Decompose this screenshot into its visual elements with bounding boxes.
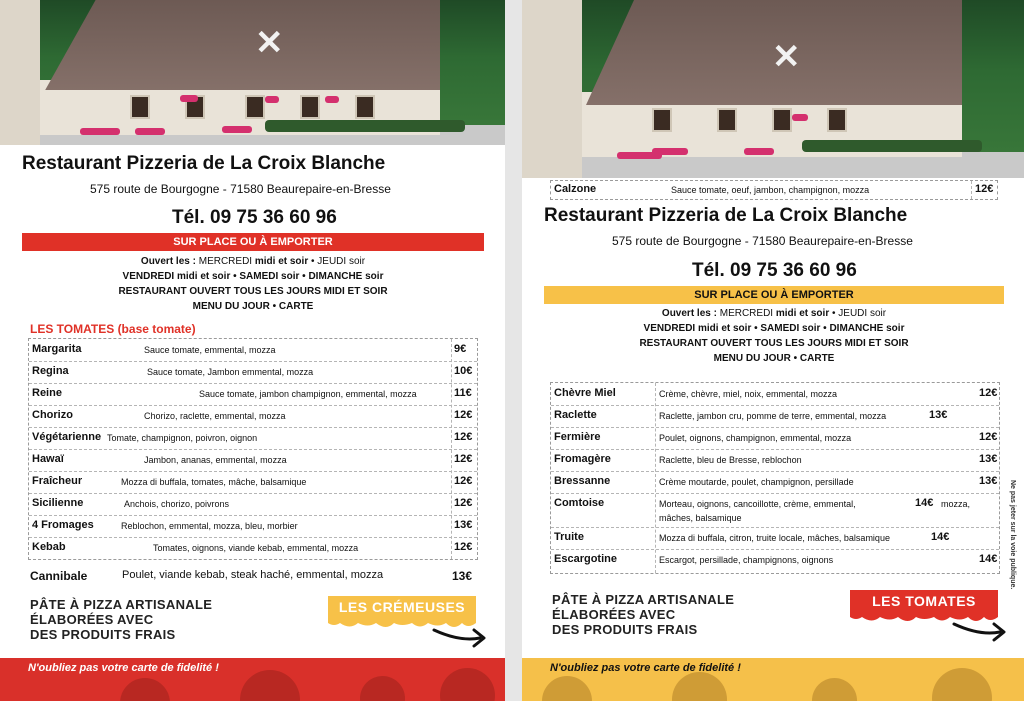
menu-item-name: Bressanne (554, 475, 611, 487)
window (772, 108, 792, 132)
menu-item-price: 10€ (454, 365, 473, 377)
opening-hours (22, 254, 484, 314)
menu-item-name: Hawaï (32, 453, 64, 465)
loyalty-card-note: N'oubliez pas votre carte de fidelité ! (550, 662, 741, 674)
menu-item-price: 12€ (454, 409, 473, 421)
menu-row (29, 515, 477, 538)
food-illustration (932, 668, 992, 701)
menu-row (551, 493, 999, 528)
food-illustration (440, 668, 495, 701)
restaurant-title: Restaurant Pizzeria de La Croix Blanche (544, 205, 908, 226)
menu-item-desc: Crème, chèvre, miel, noix, emmental, mozza (659, 389, 838, 399)
menu-row (29, 427, 477, 450)
flower-box (652, 148, 688, 155)
menu-item-name: Végétarienne (32, 431, 102, 443)
hedge (265, 120, 465, 132)
restaurant-photo (0, 0, 505, 145)
hours-line-3: RESTAURANT OUVERT TOUS LES JOURS MIDI ET SOIR (639, 338, 909, 349)
menu-item-price: 13€ (454, 519, 473, 531)
menu-row (29, 339, 477, 362)
window (717, 108, 737, 132)
menu-item-desc: Raclette, bleu de Bresse, reblochon (659, 455, 802, 465)
food-illustration (360, 676, 405, 701)
menu-item-name: Truite (554, 531, 584, 543)
menu-item-name: Fromagère (554, 453, 611, 465)
menu-item-price: 12€ (454, 475, 473, 487)
menu-item-price: 14€ (979, 553, 998, 565)
menu-item-name: Cannibale (30, 569, 88, 583)
menu-item-price: 12€ (454, 497, 473, 509)
menu-item-name: Reine (32, 387, 62, 399)
menu-item-name: 4 Fromages (32, 519, 94, 531)
menu-row (551, 527, 999, 550)
menu-item-price: 12€ (454, 453, 473, 465)
building-roof (562, 0, 962, 105)
menu-item-price: 13€ (929, 409, 948, 421)
flower-box (792, 114, 808, 121)
menu-item-name: Margarita (32, 343, 82, 355)
menu-item-desc: Raclette, jambon cru, pomme de terre, emmental, mozza (659, 411, 887, 421)
menu-item-price: 13€ (452, 569, 473, 583)
hours-line-4: MENU DU JOUR • CARTE (192, 301, 314, 312)
flower-box (135, 128, 165, 135)
menu-item-price: 11€ (454, 387, 472, 399)
building-roof (20, 0, 440, 90)
white-cross-icon: ✕ (255, 24, 284, 62)
hours-line-1: Ouvert les : MERCREDI midi et soir • JEUDI soir (140, 256, 366, 267)
takeaway-band: SUR PLACE OU À EMPORTER (22, 233, 484, 251)
menu-item-price: 9€ (454, 343, 467, 355)
hours-line-1: Ouvert les : MERCREDI midi et soir • JEUDI soir (661, 308, 887, 319)
pizza-menu-table (28, 338, 478, 560)
menu-item-price: 13€ (979, 453, 998, 465)
menu-item-name: Sicilienne (32, 497, 84, 509)
window (827, 108, 847, 132)
menu-row (551, 405, 999, 428)
takeaway-band: SUR PLACE OU À EMPORTER (544, 286, 1004, 304)
badge-cremeuses: LES CRÉMEUSES (328, 596, 476, 620)
menu-item-desc: Sauce tomate, Jambon emmental, mozza (147, 367, 314, 377)
menu-item-name: Fraîcheur (32, 475, 83, 487)
menu-row (29, 405, 477, 428)
menu-item-desc: Poulet, oignons, champignon, emmental, mozza (659, 433, 852, 443)
loyalty-card-note: N'oubliez pas votre carte de fidelité ! (28, 662, 219, 674)
menu-item-desc: Sauce tomate, emmental, mozza (144, 345, 276, 355)
window (130, 95, 150, 119)
menu-item-desc: Mozza di buffala, tomates, mâche, balsamique (121, 477, 307, 487)
hours-line-3: RESTAURANT OUVERT TOUS LES JOURS MIDI ET SOIR (118, 286, 388, 297)
menu-row (551, 549, 999, 571)
hours-line-2: VENDREDI midi et soir • SAMEDI soir • DIMANCHE soir (122, 271, 384, 282)
arrow-icon (430, 622, 490, 652)
menu-item-desc: Sauce tomate, oeuf, jambon, champignon, mozza (671, 185, 870, 195)
flower-box (222, 126, 252, 133)
phone-number: Tél. 09 75 36 60 96 (692, 260, 857, 281)
menu-item-desc: Crème moutarde, poulet, champignon, persillade (659, 477, 854, 487)
menu-item-desc: Sauce tomate, jambon champignon, emmental, mozza (199, 389, 417, 399)
menu-item-desc: Jambon, ananas, emmental, mozza (144, 455, 287, 465)
menu-row (29, 361, 477, 384)
menu-item-price: 12€ (975, 183, 994, 195)
menu-row (29, 449, 477, 472)
menu-row (29, 493, 477, 516)
menu-item-price: 12€ (454, 541, 473, 553)
menu-row (551, 471, 999, 494)
menu-item-desc: Escargot, persillade, champignons, oignons (659, 555, 834, 565)
phone-number: Tél. 09 75 36 60 96 (172, 207, 337, 228)
menu-item-calzone (550, 180, 998, 200)
footer-band (522, 658, 1024, 701)
window (300, 95, 320, 119)
menu-row (551, 427, 999, 450)
menu-item-desc: Reblochon, emmental, mozza, bleu, morbier (121, 521, 298, 531)
flower-box (325, 96, 339, 103)
food-illustration (120, 678, 170, 701)
flower-box (180, 95, 198, 102)
window (355, 95, 375, 119)
menu-item-name: Kebab (32, 541, 66, 553)
menu-item-desc-continued: mâches, balsamique (659, 513, 742, 523)
hours-line-2: VENDREDI midi et soir • SAMEDI soir • DIMANCHE soir (643, 323, 905, 334)
arrow-icon (950, 616, 1010, 646)
menu-row (29, 471, 477, 494)
flower-box (80, 128, 120, 135)
menu-item-price: 13€ (979, 475, 998, 487)
restaurant-photo (522, 0, 1024, 178)
menu-item-name: Chorizo (32, 409, 73, 421)
building-wall-left (0, 0, 40, 145)
menu-page-right (522, 0, 1024, 701)
food-illustration (542, 676, 592, 701)
menu-item-name: Comtoise (554, 497, 605, 509)
menu-item-price: 14€ (915, 497, 934, 509)
menu-item-desc: Chorizo, raclette, emmental, mozza (144, 411, 286, 421)
building-wall-left (522, 0, 582, 178)
page-gap (505, 0, 522, 701)
restaurant-title: Restaurant Pizzeria de La Croix Blanche (22, 153, 386, 174)
menu-item-desc: Tomate, champignon, poivron, oignon (107, 433, 258, 443)
slogan: PÂTE À PIZZA ARTISANALE ÉLABORÉES AVEC DES PRODUITS FRAIS (552, 592, 735, 637)
hours-line-4: MENU DU JOUR • CARTE (713, 353, 835, 364)
menu-page-left (0, 0, 505, 701)
menu-item-desc: Tomates, oignons, viande kebab, emmental, mozza (153, 543, 359, 553)
menu-item-name: Escargotine (554, 553, 617, 565)
menu-item-price: 12€ (454, 431, 473, 443)
menu-item-name: Regina (32, 365, 69, 377)
menu-item-name: Raclette (554, 409, 597, 421)
food-illustration (672, 672, 727, 701)
price-column-divider (971, 181, 972, 199)
menu-item-desc: Mozza di buffala, citron, truite locale, mâches, balsamique (659, 533, 890, 543)
menu-item-desc: Poulet, viande kebab, steak haché, emmental, mozza (122, 569, 384, 581)
menu-row (551, 449, 999, 472)
menu-item-name: Fermière (554, 431, 601, 443)
cream-pizza-menu-table (550, 382, 1000, 574)
menu-item-price: 14€ (931, 531, 950, 543)
restaurant-address: 575 route de Bourgogne - 71580 Beaurepaire-en-Bresse (90, 182, 391, 196)
opening-hours (544, 306, 1004, 366)
window (652, 108, 672, 132)
restaurant-address: 575 route de Bourgogne - 71580 Beaurepaire-en-Bresse (612, 234, 913, 248)
menu-item-desc: Morteau, oignons, cancoillotte, crème, emmental, (659, 499, 856, 509)
hedge (802, 140, 982, 152)
menu-item-desc-suffix: mozza, (941, 499, 971, 509)
flower-box (265, 96, 279, 103)
white-cross-icon: ✕ (772, 38, 801, 76)
menu-row (29, 537, 477, 559)
footer-band (0, 658, 505, 701)
food-illustration (812, 678, 857, 701)
menu-row (29, 383, 477, 406)
menu-item-price: 12€ (979, 387, 998, 399)
menu-row (551, 383, 999, 406)
window (245, 95, 265, 119)
menu-item-name: Chèvre Miel (554, 387, 616, 399)
badge-tomates: LES TOMATES (850, 590, 998, 614)
menu-item-name: Calzone (554, 183, 597, 195)
side-note: Ne pas jeter sur la voie publique. (1009, 480, 1016, 590)
menu-item-price: 12€ (979, 431, 998, 443)
slogan: PÂTE À PIZZA ARTISANALE ÉLABORÉES AVEC DES PRODUITS FRAIS (30, 597, 213, 642)
flower-box (744, 148, 774, 155)
section-heading-tomates: LES TOMATES (base tomate) (30, 322, 196, 336)
food-illustration (240, 670, 300, 701)
menu-item-desc: Anchois, chorizo, poivrons (124, 499, 230, 509)
